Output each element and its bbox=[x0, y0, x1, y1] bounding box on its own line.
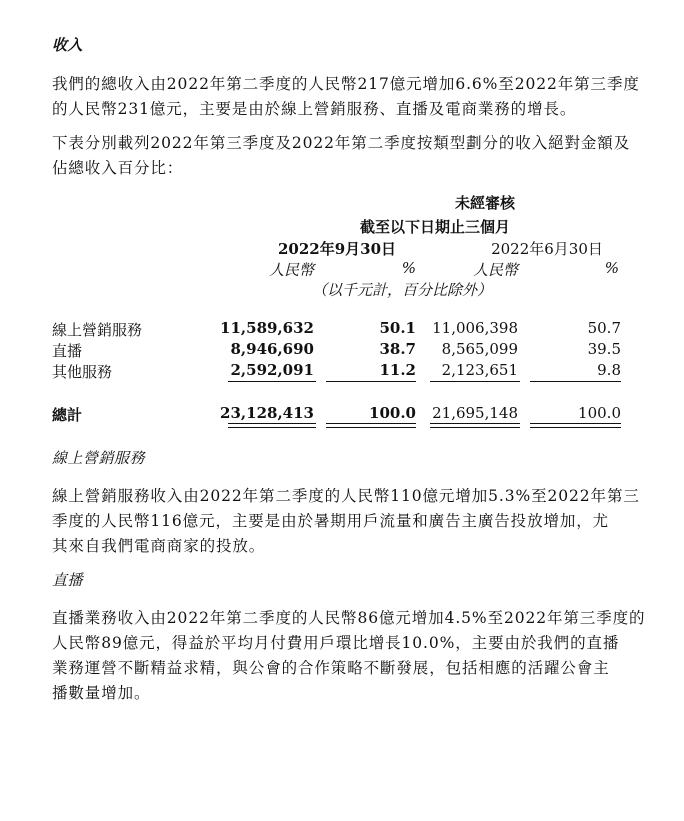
col-date-2: 2022年6月30日 bbox=[491, 240, 603, 258]
row-other-q3-pct: 11.2 bbox=[379, 361, 416, 379]
subtotal-rule-2 bbox=[326, 381, 416, 382]
total-double-rule-3 bbox=[430, 423, 520, 428]
total-q2-pct: 100.0 bbox=[578, 404, 621, 422]
col-date-1: 2022年9月30日 bbox=[277, 240, 397, 258]
row-other-q3-value: 2,592,091 bbox=[230, 361, 314, 379]
row-other-q2-pct: 9.8 bbox=[597, 361, 621, 379]
live-line-1: 直播業務收入由2022年第二季度的人民幣86億元增加4.5%至2022年第三季度的 bbox=[52, 609, 646, 627]
row-label-online: 線上營銷服務 bbox=[52, 321, 143, 339]
row-online-q3-pct: 50.1 bbox=[379, 319, 416, 337]
revenue-paragraph bbox=[52, 72, 642, 122]
row-live-q2-value: 8,565,099 bbox=[441, 340, 518, 358]
online-line-1: 線上營銷服務收入由2022年第二季度的人民幣110億元增加5.3%至2022年第三 bbox=[52, 487, 640, 505]
subtotal-rule-3 bbox=[430, 381, 520, 382]
revenue-line-1: 我們的總收入由2022年第二季度的人民幣217億元增加6.6%至2022年第三季度 bbox=[52, 75, 640, 93]
live-line-2: 人民幣89億元，得益於平均月付費用戶環比增長10.0%，主要由於我們的直播 bbox=[52, 634, 620, 652]
live-line-4: 播數量增加。 bbox=[52, 684, 151, 702]
total-double-rule-1 bbox=[228, 423, 316, 428]
revenue-heading: 收入 bbox=[52, 36, 84, 54]
subtotal-rule-4 bbox=[530, 381, 621, 382]
header-unaudited: 未經審核 bbox=[454, 194, 515, 212]
row-online-q2-pct: 50.7 bbox=[587, 319, 621, 337]
total-q2-value: 21,695,148 bbox=[432, 404, 518, 422]
col-pct-2: % bbox=[604, 259, 619, 277]
row-label-live: 直播 bbox=[52, 342, 83, 360]
header-period: 截至以下日期止三個月 bbox=[359, 218, 510, 236]
row-other-q2-value: 2,123,651 bbox=[441, 361, 518, 379]
col-rmb-2: 人民幣 bbox=[472, 261, 518, 279]
unit-note: （以千元計，百分比除外） bbox=[311, 281, 492, 299]
live-streaming-paragraph bbox=[52, 606, 646, 706]
live-line-3: 業務運營不斷精益求精，與公會的合作策略不斷發展，包括相應的活躍公會主 bbox=[52, 659, 610, 677]
online-line-3: 其來自我們電商商家的投放。 bbox=[52, 537, 266, 555]
total-double-rule-2 bbox=[326, 423, 416, 428]
col-pct-1: % bbox=[401, 259, 416, 277]
table-intro-line-2: 佔總收入百分比： bbox=[52, 159, 184, 177]
online-marketing-paragraph bbox=[52, 484, 642, 559]
row-online-q2-value: 11,006,398 bbox=[432, 319, 518, 337]
total-q3-value: 23,128,413 bbox=[220, 404, 314, 422]
total-q3-pct: 100.0 bbox=[369, 404, 416, 422]
row-live-q2-pct: 39.5 bbox=[587, 340, 621, 358]
table-intro-line-1: 下表分別載列2022年第三季度及2022年第二季度按類型劃分的收入絕對金額及 bbox=[52, 134, 631, 152]
total-double-rule-4 bbox=[530, 423, 621, 428]
row-label-total: 總計 bbox=[52, 406, 83, 424]
revenue-line-2: 的人民幣231億元，主要是由於線上營銷服務、直播及電商業務的增長。 bbox=[52, 100, 577, 118]
live-streaming-heading: 直播 bbox=[52, 571, 84, 589]
table-intro-paragraph bbox=[52, 131, 642, 181]
col-rmb-1: 人民幣 bbox=[268, 261, 314, 279]
row-live-q3-value: 8,946,690 bbox=[230, 340, 314, 358]
row-online-q3-value: 11,589,632 bbox=[220, 319, 314, 337]
online-marketing-heading: 線上營銷服務 bbox=[52, 449, 146, 467]
subtotal-rule-1 bbox=[228, 381, 316, 382]
row-live-q3-pct: 38.7 bbox=[379, 340, 416, 358]
row-label-other: 其他服務 bbox=[52, 363, 113, 381]
online-line-2: 季度的人民幣116億元，主要是由於暑期用戶流量和廣告主廣告投放增加，尤 bbox=[52, 512, 610, 530]
